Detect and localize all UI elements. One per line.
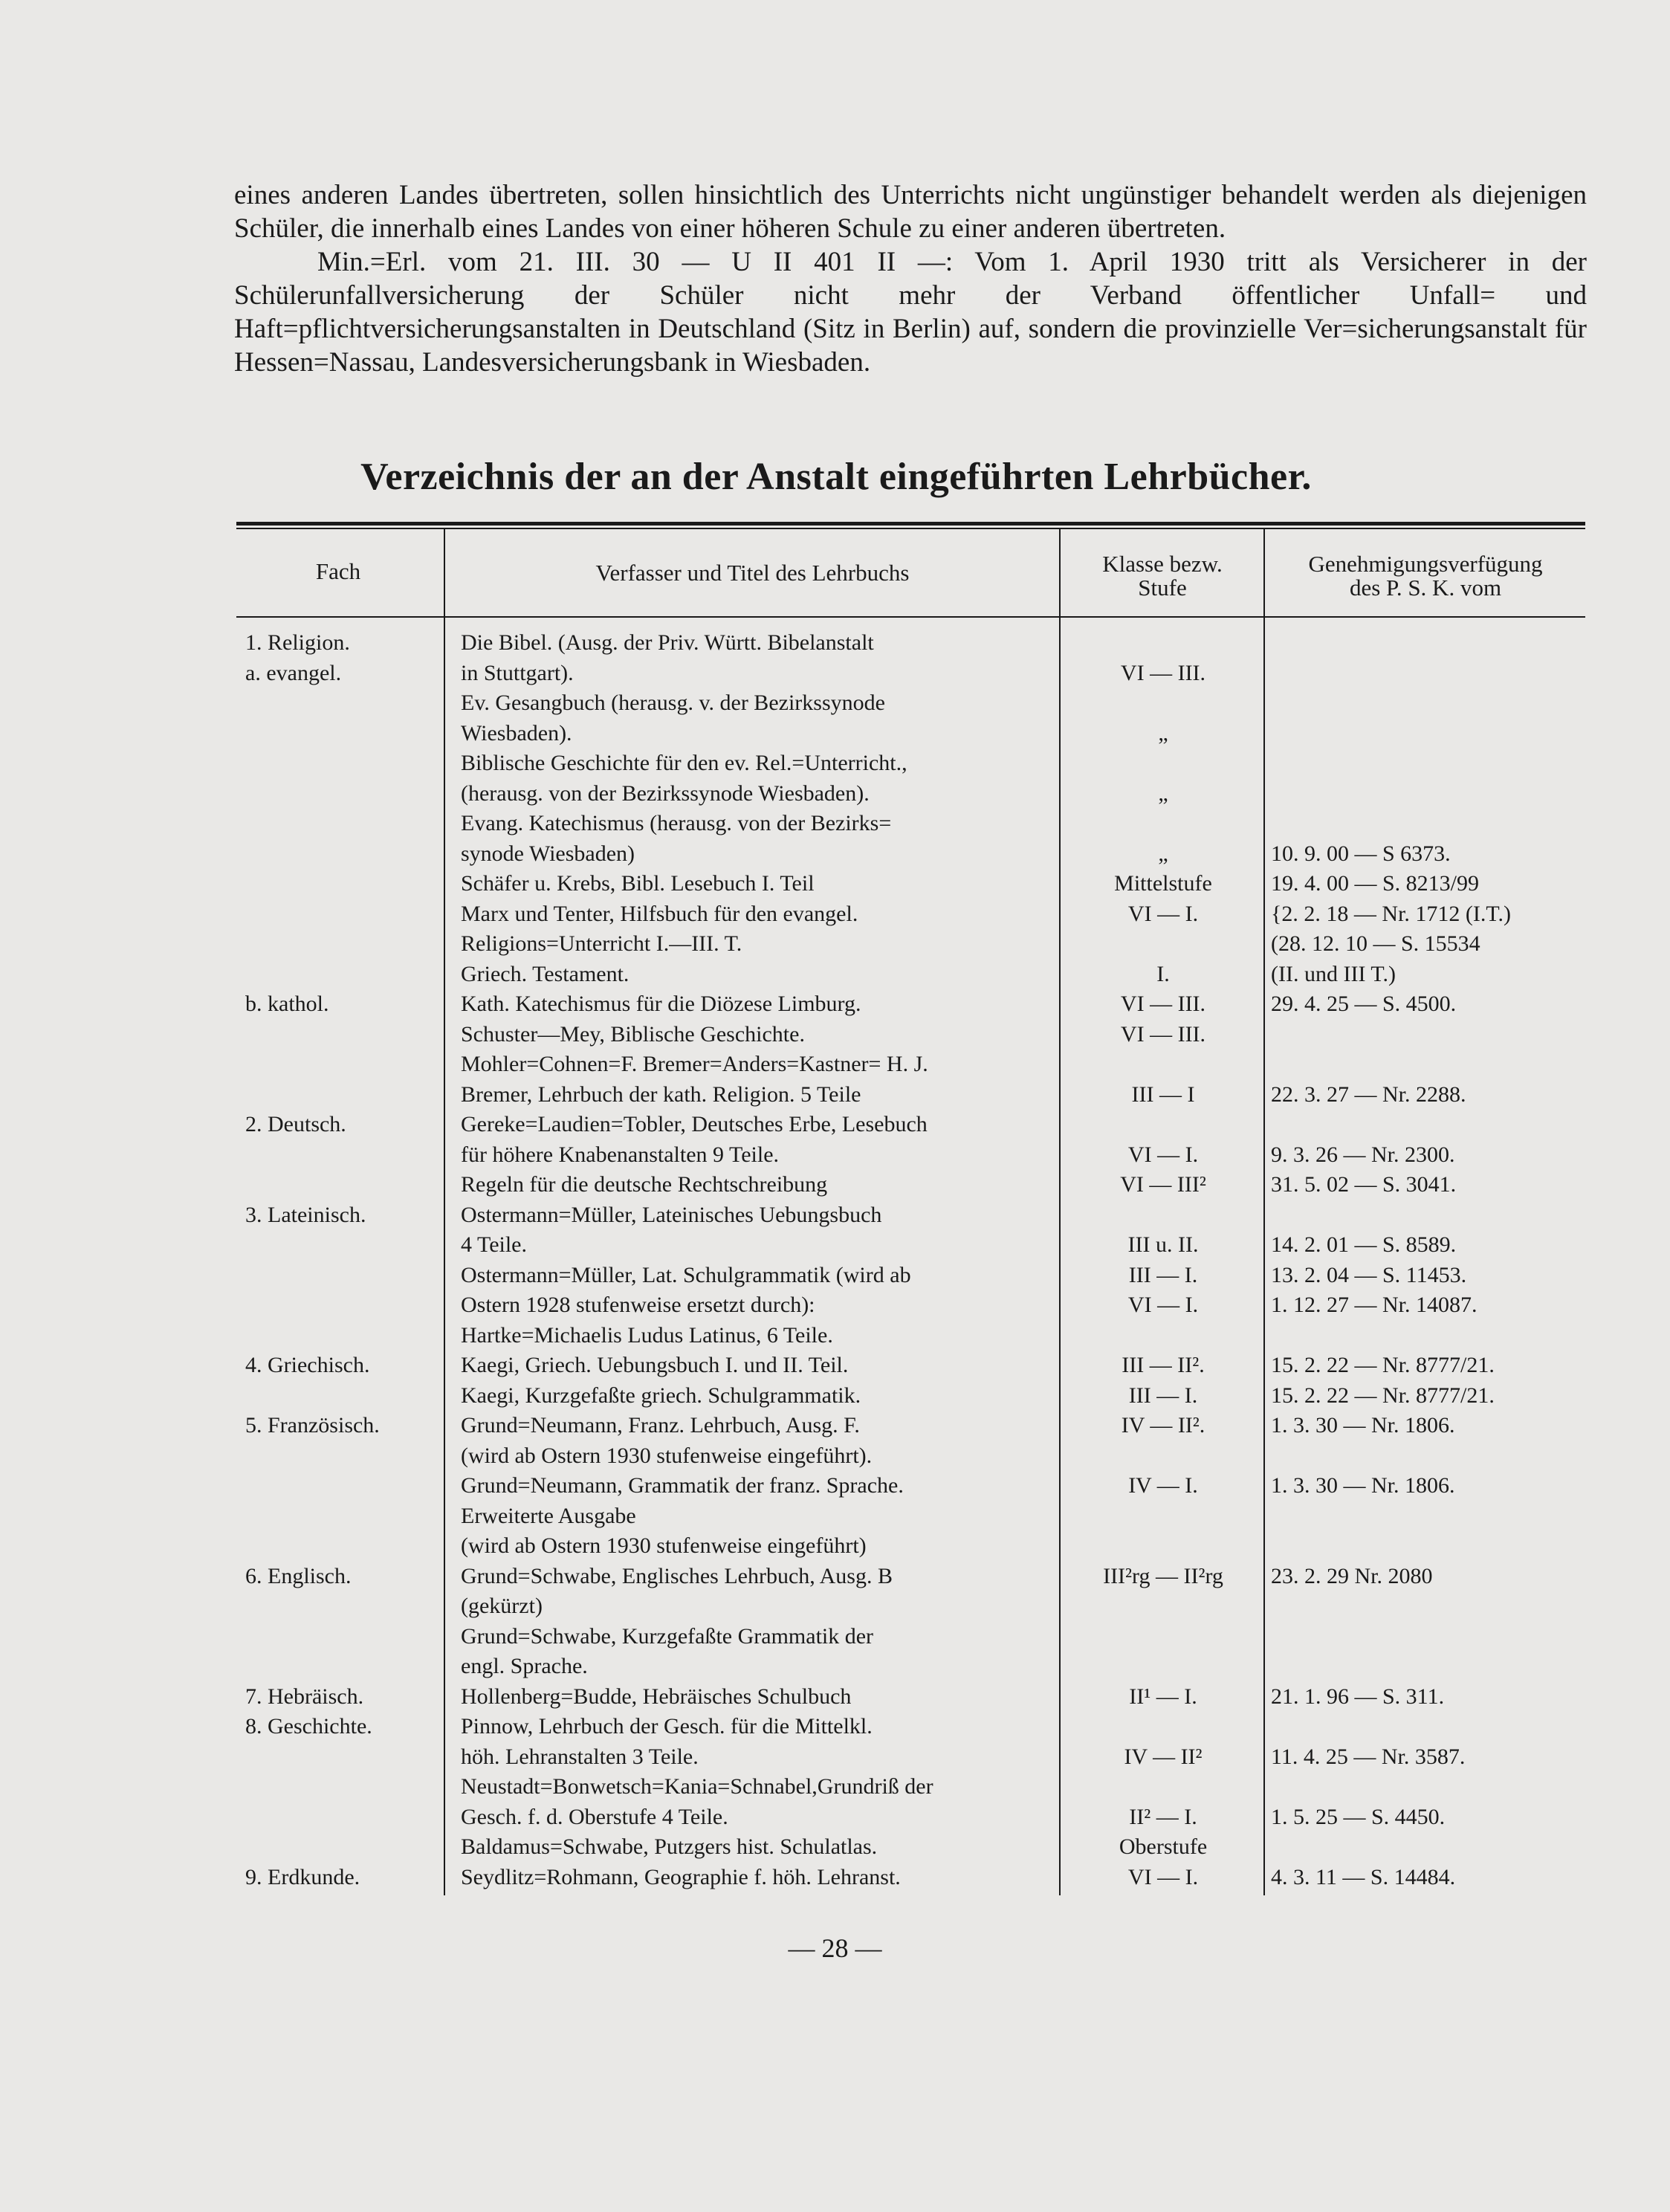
cell-klasse: III — I. [1128,1263,1198,1287]
cell-klasse: III — II². [1122,1353,1205,1377]
cell-gen: 14. 2. 01 — S. 8589. [1271,1232,1457,1257]
cell-gen: (28. 12. 10 — S. 15534 [1271,931,1480,956]
cell-klasse: VI — III. [1120,661,1206,685]
cell-fach: 3. Lateinisch. [245,1203,366,1227]
page-number: — 28 — [788,1933,882,1963]
cell-klasse: VI — I. [1127,1865,1199,1889]
cell-gen: 1. 5. 25 — S. 4450. [1271,1805,1446,1829]
cell-fach: 8. Geschichte. [245,1714,372,1739]
cell-klasse: II¹ — I. [1129,1684,1197,1709]
intro-paragraph-1: eines anderen Landes übertreten, sollen hinsichtlich des Unterrichts nicht ungünstiger behandelt werden als diejenigen Schüler, die innerhalb eines Landes von einer höheren Schule zu einer anderen übertreten. [234,180,1587,244]
table-top-rule [236,522,1585,525]
cell-gen: 1. 3. 30 — Nr. 1806. [1271,1473,1455,1498]
cell-gen: 23. 2. 29 Nr. 2080 [1271,1564,1433,1588]
cell-title: Grund=Schwabe, Englisches Lehrbuch, Ausg. B [461,1564,893,1588]
cell-title: Neustadt=Bonwetsch=Kania=Schnabel,Grundriß der [461,1774,933,1799]
cell-klasse: III — I [1131,1082,1195,1107]
cell-title: (wird ab Ostern 1930 stufenweise eingeführt) [461,1533,867,1558]
cell-title: Ostermann=Müller, Lat. Schulgrammatik (wird ab [461,1263,911,1287]
cell-title: engl. Sprache. [461,1654,588,1678]
cell-gen: (II. und III T.) [1271,962,1396,986]
header-gen-1: Genehmigungsverfügung [1308,551,1543,577]
cell-klasse: IV — II². [1121,1413,1205,1438]
cell-title: in Stuttgart). [461,661,574,685]
cell-gen: 15. 2. 22 — Nr. 8777/21. [1271,1353,1495,1377]
cell-gen: 31. 5. 02 — S. 3041. [1271,1172,1457,1197]
cell-klasse: „ [1158,781,1168,806]
cell-title: Pinnow, Lehrbuch der Gesch. für die Mittelkl. [461,1714,873,1739]
cell-gen: 21. 1. 96 — S. 311. [1271,1684,1445,1709]
intro-text [234,178,1587,379]
cell-title: Schuster—Mey, Biblische Geschichte. [461,1022,805,1047]
table-header-rule [236,616,1585,618]
cell-klasse: VI — III² [1120,1172,1206,1197]
cell-gen: 1. 12. 27 — Nr. 14087. [1271,1293,1478,1317]
cell-title: Kaegi, Kurzgefaßte griech. Schulgrammatik. [461,1383,861,1408]
cell-title: Kaegi, Griech. Uebungsbuch I. und II. Teil. [461,1353,849,1377]
cell-gen: 13. 2. 04 — S. 11453. [1271,1263,1467,1287]
cell-gen: 19. 4. 00 — S. 8213/99 [1271,871,1480,896]
cell-klasse: III²rg — II²rg [1103,1564,1223,1588]
cell-title: Gesch. f. d. Oberstufe 4 Teile. [461,1805,728,1829]
cell-gen: 22. 3. 27 — Nr. 2288. [1271,1082,1466,1107]
cell-title: für höhere Knabenanstalten 9 Teile. [461,1142,780,1167]
header-klasse-1: Klasse bezw. [1102,551,1223,577]
cell-gen: 29. 4. 25 — S. 4500. [1271,992,1457,1016]
cell-title: Ev. Gesangbuch (herausg. v. der Bezirkssynode [461,691,885,715]
cell-title: Marx und Tenter, Hilfsbuch für den evangel. [461,902,858,926]
cell-title: Mohler=Cohnen=F. Bremer=Anders=Kastner= H. J. [461,1052,928,1076]
cell-title: Biblische Geschichte für den ev. Rel.=Unterricht., [461,751,907,775]
column-divider-1 [444,529,445,1895]
cell-klasse: III u. II. [1127,1232,1199,1257]
cell-gen: 4. 3. 11 — S. 14484. [1271,1865,1456,1889]
cell-klasse: I. [1156,962,1170,986]
cell-fach: 1. Religion. [245,630,350,655]
cell-gen: 15. 2. 22 — Nr. 8777/21. [1271,1383,1495,1408]
header-title: Verfasser und Titel des Lehrbuchs [595,560,910,586]
cell-klasse: Mittelstufe [1114,871,1212,896]
cell-klasse: IV — II² [1124,1744,1203,1769]
cell-title: (gekürzt) [461,1594,543,1618]
section-heading: Verzeichnis der an der Anstalt eingeführten Lehrbücher. [360,456,1312,498]
cell-fach: a. evangel. [245,661,342,685]
cell-klasse: IV — I. [1128,1473,1198,1498]
cell-gen: 1. 3. 30 — Nr. 1806. [1271,1413,1455,1438]
cell-title: Ostern 1928 stufenweise ersetzt durch): [461,1293,815,1317]
cell-title: Bremer, Lehrbuch der kath. Religion. 5 Teile [461,1082,861,1107]
cell-klasse: VI — III. [1120,1022,1206,1047]
cell-klasse: VI — I. [1127,902,1199,926]
cell-title: Wiesbaden). [461,721,572,746]
cell-gen: 10. 9. 00 — S 6373. [1271,841,1451,866]
cell-title: Baldamus=Schwabe, Putzgers hist. Schulatlas. [461,1834,878,1859]
header-klasse-2: Stufe [1138,575,1187,601]
cell-title: Hartke=Michaelis Ludus Latinus, 6 Teile. [461,1323,833,1348]
cell-gen: {2. 2. 18 — Nr. 1712 (I.T.) [1271,902,1511,926]
cell-title: Grund=Neumann, Grammatik der franz. Sprache. [461,1473,904,1498]
cell-fach: 9. Erdkunde. [245,1865,360,1889]
cell-klasse: „ [1158,841,1168,866]
cell-title: Ostermann=Müller, Lateinisches Uebungsbuch [461,1203,882,1227]
header-gen-2: des P. S. K. vom [1349,575,1502,601]
cell-title: synode Wiesbaden) [461,841,635,866]
table-top-rule-thin [236,528,1585,529]
cell-klasse: VI — I. [1127,1293,1199,1317]
cell-fach: b. kathol. [245,992,329,1016]
cell-title: Hollenberg=Budde, Hebräisches Schulbuch [461,1684,852,1709]
cell-title: Griech. Testament. [461,962,630,986]
intro-paragraph-2: Min.=Erl. vom 21. III. 30 — U II 401 II —: Vom 1. April 1930 tritt als Versicherer in der Schülerunfallversicherung der Schüler nicht mehr der Verband öffentlicher Unfall= und Haft=pflichtversicherungsanstalten in Deutschland (Sitz in Berlin) auf, sondern die provinzielle Ver=sicherungsanstalt für Hessen=Nassau, Landesversicherungsbank in Wiesbaden. [234,247,1587,378]
cell-klasse: Oberstufe [1119,1834,1208,1859]
cell-title: höh. Lehranstalten 3 Teile. [461,1744,699,1769]
cell-fach: 7. Hebräisch. [245,1684,364,1709]
cell-fach: 2. Deutsch. [245,1112,346,1136]
cell-fach: 4. Griechisch. [245,1353,370,1377]
cell-title: (wird ab Ostern 1930 stufenweise eingeführt). [461,1443,873,1468]
cell-klasse: III — I. [1128,1383,1198,1408]
cell-title: Seydlitz=Rohmann, Geographie f. höh. Lehranst. [461,1865,901,1889]
cell-title: Religions=Unterricht I.—III. T. [461,931,742,956]
cell-gen: 9. 3. 26 — Nr. 2300. [1271,1142,1455,1167]
cell-title: Grund=Schwabe, Kurzgefaßte Grammatik der [461,1624,874,1649]
cell-title: Kath. Katechismus für die Diözese Limburg. [461,992,861,1016]
cell-klasse: VI — III. [1120,992,1206,1016]
cell-klasse: „ [1158,721,1168,746]
cell-title: Erweiterte Ausgabe [461,1504,636,1528]
cell-title: (herausg. von der Bezirkssynode Wiesbaden). [461,781,870,806]
cell-fach: 6. Englisch. [245,1564,352,1588]
cell-klasse: VI — I. [1127,1142,1199,1167]
cell-title: Schäfer u. Krebs, Bibl. Lesebuch I. Teil [461,871,815,896]
cell-fach: 5. Französisch. [245,1413,380,1438]
cell-title: Regeln für die deutsche Rechtschreibung [461,1172,828,1197]
header-fach: Fach [315,558,361,584]
cell-title: Grund=Neumann, Franz. Lehrbuch, Ausg. F. [461,1413,860,1438]
cell-title: Evang. Katechismus (herausg. von der Bezirks= [461,811,892,835]
cell-title: Gereke=Laudien=Tobler, Deutsches Erbe, Lesebuch [461,1112,928,1136]
cell-klasse: II² — I. [1129,1805,1197,1829]
cell-title: 4 Teile. [461,1232,527,1257]
cell-gen: 11. 4. 25 — Nr. 3587. [1271,1744,1466,1769]
cell-title: Die Bibel. (Ausg. der Priv. Württ. Bibelanstalt [461,630,874,655]
